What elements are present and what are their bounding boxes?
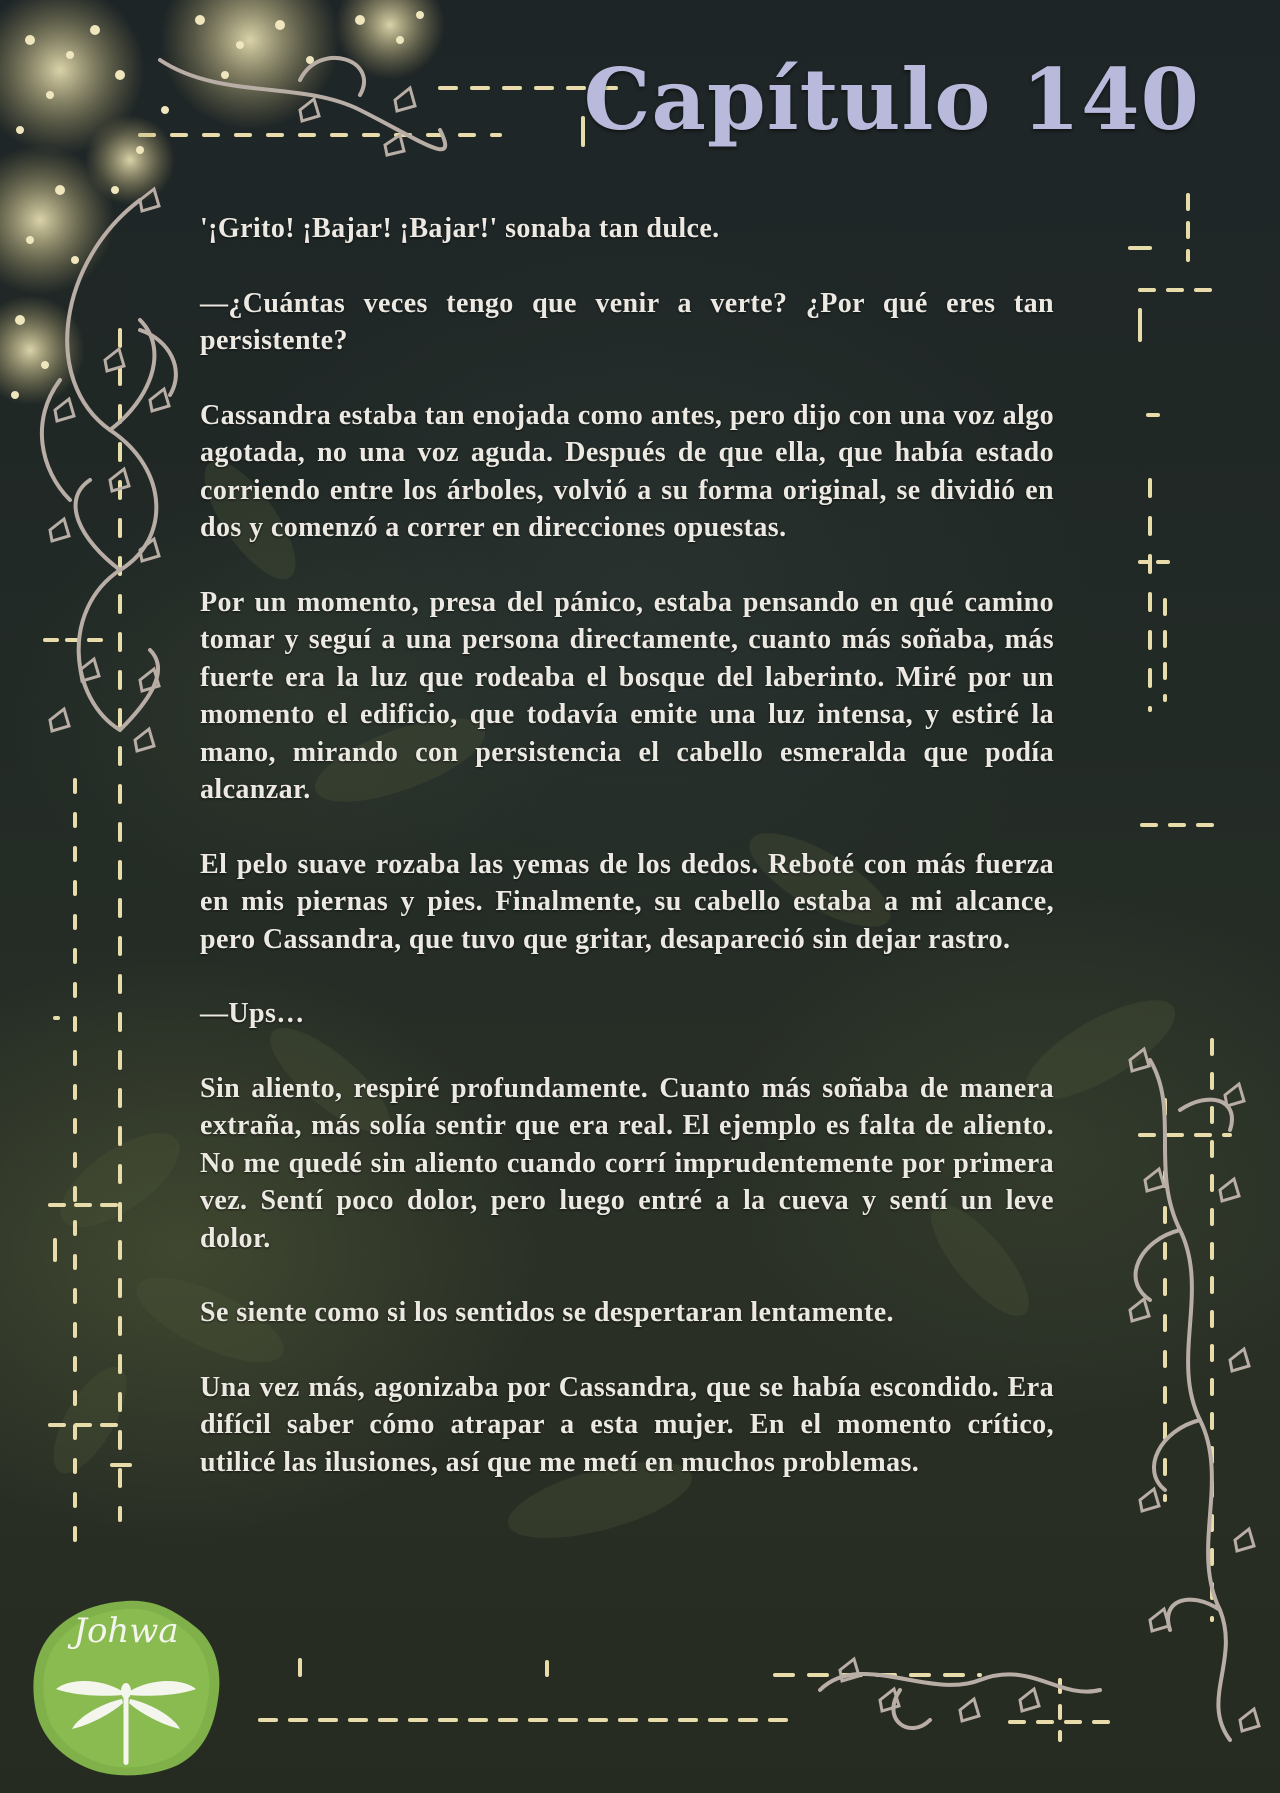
chapter-body: [200, 210, 1054, 1518]
paragraph: Sin aliento, respiré profundamente. Cuanto más soñaba de manera extraña, más solía sentir que era real. El ejemplo es falta de aliento. No me quedé sin aliento cuando corrí imprudentemente por primera vez. Sentí poco dolor, pero luego entré a la cueva y sentí un leve dolor.: [200, 1072, 1054, 1254]
paragraph: '¡Grito! ¡Bajar! ¡Bajar!' sonaba tan dulce.: [200, 213, 720, 244]
paragraph: El pelo suave rozaba las yemas de los dedos. Reboté con más fuerza en mis piernas y pies. Finalmente, su cabello estaba a mi alcance, pero Cassandra, que tuvo que gritar, desapareció sin dejar rastro.: [200, 848, 1054, 955]
chapter-title: Capítulo 140: [583, 50, 1200, 149]
logo-text: Johwa: [73, 1611, 179, 1651]
paragraph: Se siente como si los sentidos se despertaran lentamente.: [200, 1297, 894, 1328]
paragraph: —Ups…: [200, 998, 305, 1029]
johwa-logo: [28, 1595, 224, 1779]
paragraph: Por un momento, presa del pánico, estaba pensando en qué camino tomar y seguí a una persona directamente, cuanto más soñaba, más fuerte era la luz que rodeaba el bosque del laberinto. Miré por un momento el edificio, que todavía emite una luz intensa, y estiré la mano, mirando con persistencia el cabello esmeralda que podía alcanzar.: [200, 586, 1054, 805]
paragraph: —¿Cuántas veces tengo que venir a verte? ¿Por qué eres tan persistente?: [200, 287, 1054, 356]
paragraph: Cassandra estaba tan enojada como antes, pero dijo con una voz algo agotada, no una voz aguda. Después de que ella, que había estado corriendo entre los árboles, volvió a su forma original, se dividió en dos y comenzó a correr en direcciones opuestas.: [200, 399, 1054, 543]
paragraph: Una vez más, agonizaba por Cassandra, que se había escondido. Era difícil saber cómo atrapar a esta mujer. En el momento crítico, utilicé las ilusiones, así que me metí en muchos problemas.: [200, 1371, 1054, 1478]
